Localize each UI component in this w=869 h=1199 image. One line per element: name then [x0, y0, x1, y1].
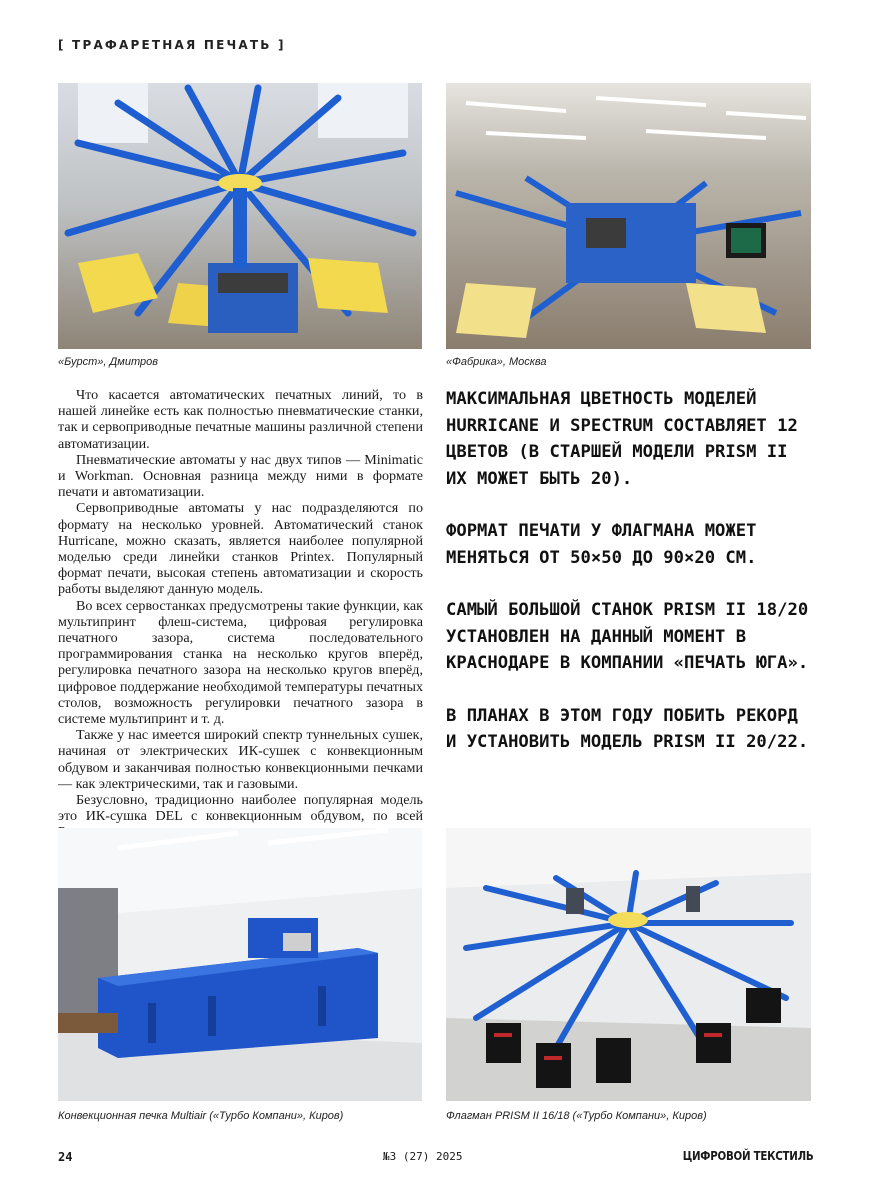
callout-plans: В ПЛАНАХ В ЭТОМ ГОДУ ПОБИТЬ РЕКОРД И УСТАНОВИТЬ МОДЕЛЬ PRISM II 20/22. [446, 705, 809, 752]
caption-multiair: Конвекционная печка Multiair («Турбо Компани», Киров) [58, 1110, 344, 1122]
conveyor-dryer-photo [58, 828, 422, 1101]
caption-prism: Флагман PRISM II 16/18 («Турбо Компани», Киров) [446, 1110, 707, 1122]
body-paragraph: Во всех сервостанках предусмотрены такие функции, как мультипринт флеш-система, цифровая регулировка печатного зазора, система последовательного программирования станка на несколько кругов вперёд, регулировка печатного зазора на несколько кругов вперёд, цифровое поддержание необходимой температуры печатных столов, возможность регулировки печатного зазора в системе мультипринт и т. д. [58, 597, 423, 728]
caption-fabrika: «Фабрика», Москва [446, 356, 547, 368]
photo-fabrika [446, 83, 811, 349]
caption-burst: «Бурст», Дмитров [58, 356, 158, 368]
body-paragraph: Безусловно, традиционно наиболее популярная модель это ИК-сушка DEL с конвекционным обдувом, по всей [58, 792, 423, 825]
article-body [58, 387, 423, 841]
magazine-brand: ЦИФРОВОЙ ТЕКСТИЛЬ [682, 1148, 813, 1163]
photo-prism [446, 828, 811, 1101]
photo-burst [58, 83, 422, 349]
callout-biggest-press: САМЫЙ БОЛЬШОЙ СТАНОК PRISM II 18/20 УСТАНОВЛЕН НА ДАННЫЙ МОМЕНТ В КРАСНОДАРЕ В КОМПАНИИ «ПЕЧАТЬ ЮГА». [446, 600, 809, 673]
issue-number: №3 (27) 2025 [383, 1150, 463, 1163]
flagship-press-photo [446, 828, 811, 1101]
body-paragraph: Что касается автоматических печатных линий, то в нашей линейке есть как полностью пневматические станки, так и сервоприводные печатные машины различной степени автоматизации. [58, 387, 423, 452]
section-label: [ ТРАФАРЕТНАЯ ПЕЧАТЬ ] [58, 38, 286, 52]
page-number: 24 [58, 1150, 73, 1164]
callout-max-colors: МАКСИМАЛЬНАЯ ЦВЕТНОСТЬ МОДЕЛЕЙ HURRICANE И SPECTRUM СОСТАВЛЯЕТ 12 ЦВЕТОВ (В СТАРШЕЙ МОДЕЛИ PRISM II ИХ МОЖЕТ БЫТЬ 20). [446, 389, 798, 489]
body-paragraph: Пневматические автоматы у нас двух типов — Minimatic и Workman. Основная разница между ними в формате печати и автоматизации. [58, 451, 423, 501]
callout-column [446, 386, 816, 782]
photo-multiair [58, 828, 422, 1101]
callout-print-format: ФОРМАТ ПЕЧАТИ У ФЛАГМАНА МОЖЕТ МЕНЯТЬСЯ ОТ 50×50 ДО 90×20 СМ. [446, 521, 757, 568]
factory-floor-photo [446, 83, 811, 349]
body-paragraph: Также у нас имеется широкий спектр туннельных сушек, начиная от электрических ИК-сушек с конвекционным обдувом и заканчивая полностью конвекционными печками — как электрическими, так и газовыми. [58, 727, 423, 792]
carousel-press-photo [58, 83, 422, 349]
body-paragraph: Сервоприводные автоматы у нас подразделяются по формату на несколько уровней. Автоматический станок Hurricane, можно сказать, является наиболее популярной моделью среди линейки станков Printex. Популярный формат печати, высокая степень автоматизации и скорость работы выделяют данную модель. [58, 500, 423, 598]
